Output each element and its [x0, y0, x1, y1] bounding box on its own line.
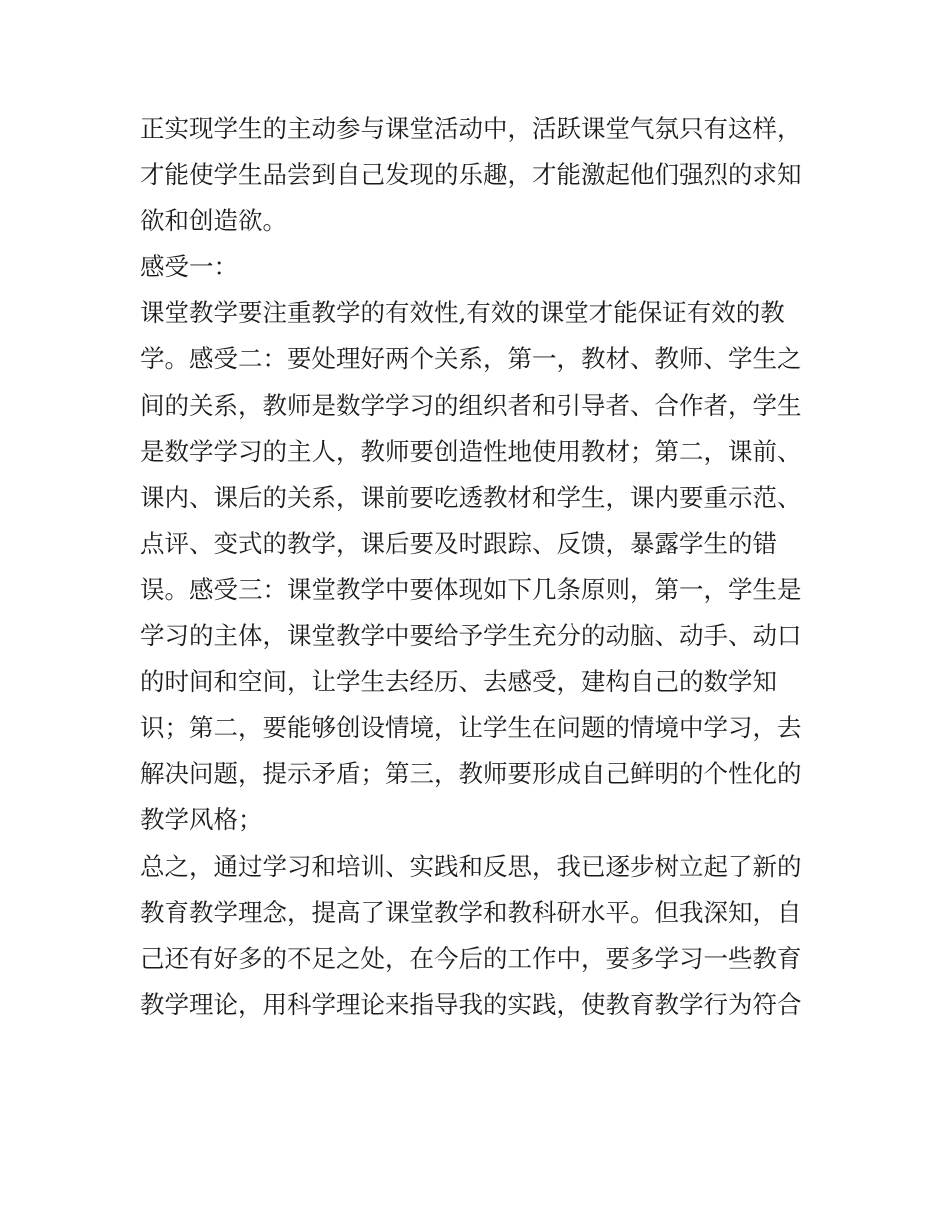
- text-line-7: 间的关系，教师是数学学习的组织者和引导者、合作者，学生: [140, 390, 802, 420]
- text-line-3: 欲和创造欲。: [140, 206, 287, 236]
- text-line-11: 误。感受三：课堂教学中要体现如下几条原则，第一，学生是: [140, 574, 802, 604]
- text-line-15: 解决问题，提示矛盾；第三，教师要形成自己鲜明的个性化的: [140, 759, 802, 789]
- text-line-14: 识；第二，要能够创设情境，让学生在问题的情境中学习，去: [140, 713, 802, 743]
- text-line-20: 教学理论，用科学理论来指导我的实践，使教育教学行为符合: [140, 989, 802, 1019]
- text-line-10: 点评、变式的教学，课后要及时跟踪、反馈，暴露学生的错: [140, 528, 777, 558]
- text-line-2: 才能使学生品尝到自己发现的乐趣，才能激起他们强烈的求知: [140, 160, 802, 190]
- text-line-18: 教育教学理念，提高了课堂教学和教科研水平。但我深知，自: [140, 897, 802, 927]
- text-line-19: 己还有好多的不足之处，在今后的工作中，要多学习一些教育: [140, 943, 802, 973]
- text-line-16: 教学风格；: [140, 805, 263, 835]
- text-line-6: 学。感受二：要处理好两个关系，第一，教材、教师、学生之: [140, 344, 802, 374]
- section-heading-1: 感受一：: [140, 252, 238, 282]
- text-line-12: 学习的主体，课堂教学中要给予学生充分的动脑、动手、动口: [140, 621, 802, 651]
- text-line-5: 课堂教学要注重教学的有效性,有效的课堂才能保证有效的教: [140, 298, 785, 328]
- text-line-8: 是数学学习的主人，教师要创造性地使用教材；第二，课前、: [140, 436, 802, 466]
- body-text: [140, 106, 820, 1028]
- text-line-1: 正实现学生的主动参与课堂活动中，活跃课堂气氛只有这样，: [140, 114, 802, 143]
- text-line-17: 总之，通过学习和培训、实践和反思，我已逐步树立起了新的: [140, 851, 802, 881]
- text-line-9: 课内、课后的关系，课前要吃透教材和学生，课内要重示范、: [140, 482, 802, 512]
- text-line-13: 的时间和空间，让学生去经历、去感受，建构自己的数学知: [140, 667, 777, 697]
